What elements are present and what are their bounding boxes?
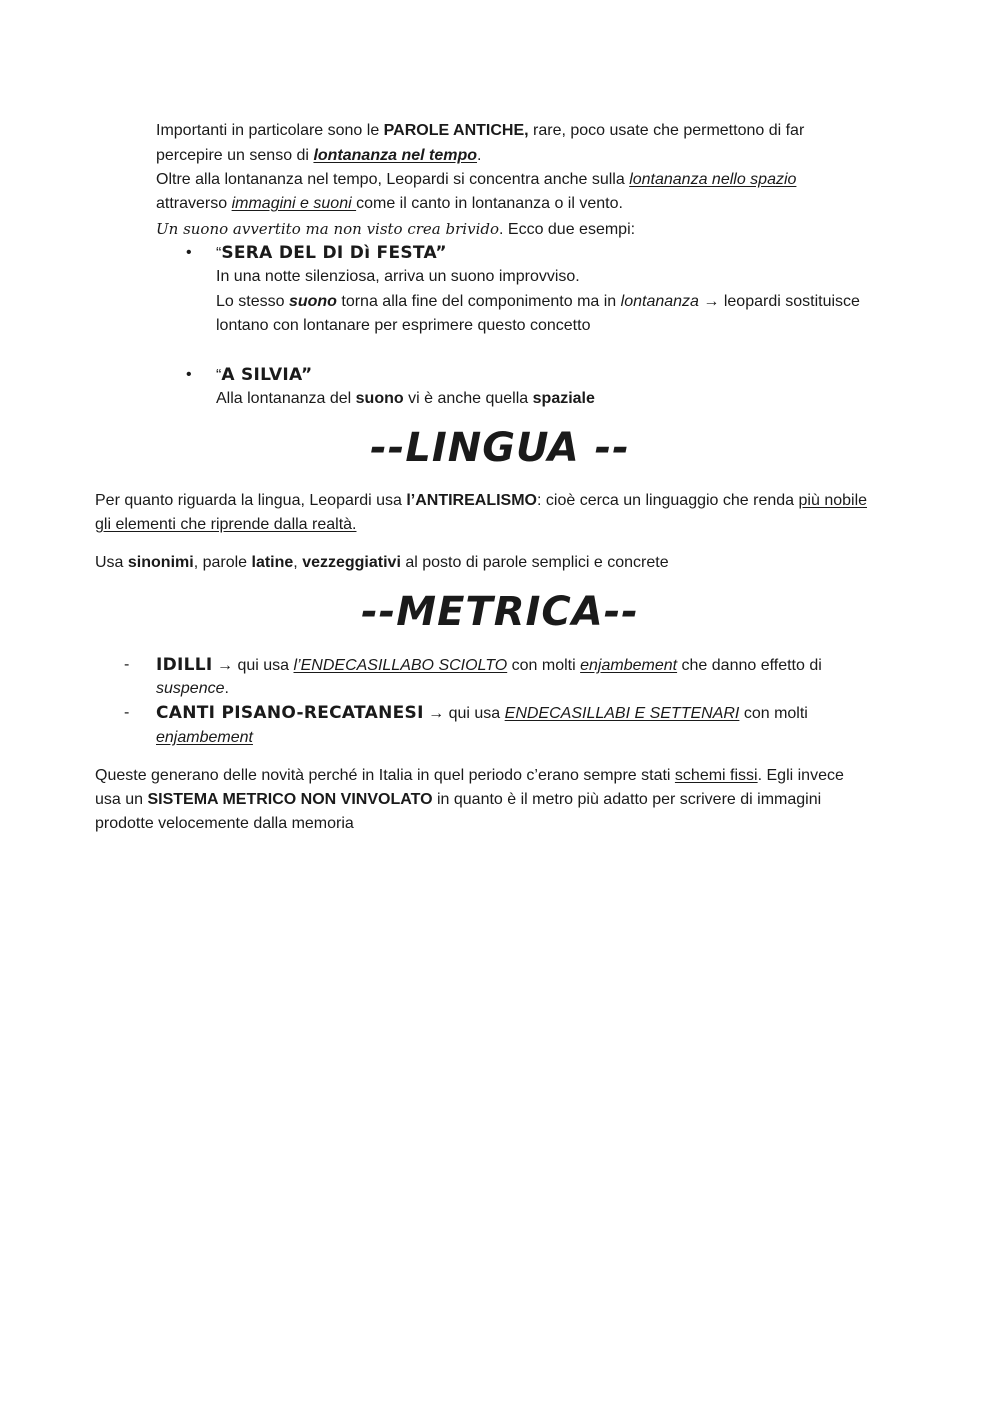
bold-run: sinonimi bbox=[127, 554, 194, 571]
quote-mark: “ bbox=[216, 367, 222, 384]
example-2-line-1 bbox=[216, 387, 595, 411]
text-run: → qui usa bbox=[423, 705, 505, 722]
text-run: torna alla fine del componimento ma in bbox=[336, 293, 621, 310]
example-title-silvia bbox=[216, 363, 312, 388]
text-run: → leopardi sostituisce bbox=[698, 293, 860, 310]
intro-line-5 bbox=[156, 217, 635, 242]
metrica-item-idilli-line-2 bbox=[156, 677, 229, 701]
text-run: Lo stesso bbox=[216, 293, 289, 310]
text-run: , bbox=[293, 554, 303, 571]
bold-run: PAROLE ANTICHE, bbox=[383, 122, 529, 139]
text-run: → qui usa bbox=[212, 657, 294, 674]
text-run: . bbox=[477, 147, 482, 164]
underline-run: schemi fissi bbox=[674, 767, 758, 784]
intro-line-2 bbox=[156, 144, 481, 168]
text-run: . Ecco due esempi: bbox=[499, 221, 636, 238]
example-heading: SERA DEL DI Dì FESTA” bbox=[221, 243, 447, 263]
text-run: attraverso bbox=[156, 195, 232, 212]
text-run: . bbox=[224, 680, 229, 697]
section-title-metrica: --METRICA-- bbox=[361, 589, 639, 635]
term-heading: CANTI PISANO-RECATANESI bbox=[156, 703, 424, 723]
text-run: in quanto è il metro più adatto per scrivere di immagini bbox=[432, 791, 822, 808]
bold-run: SISTEMA METRICO NON VINVOLATO bbox=[147, 791, 433, 808]
bullet-marker: • bbox=[186, 366, 192, 383]
bold-run: vezzeggiativi bbox=[302, 554, 401, 571]
text-run: vi è anche quella bbox=[403, 390, 533, 407]
emphasis-run: suspence bbox=[156, 680, 225, 697]
emphasis-run: ENDECASILLABI E SETTENARI bbox=[504, 705, 740, 722]
intro-line-3 bbox=[156, 168, 796, 192]
example-1-line-2 bbox=[216, 290, 860, 314]
text-run: con molti bbox=[507, 657, 581, 674]
bold-run: latine bbox=[251, 554, 294, 571]
bold-run: spaziale bbox=[532, 390, 595, 407]
text-run: Importanti in particolare sono le bbox=[156, 122, 384, 139]
bold-run: l’ANTIREALISMO bbox=[406, 492, 537, 509]
underline-run: più nobile bbox=[798, 492, 868, 509]
text-run: al posto di parole semplici e concrete bbox=[400, 554, 669, 571]
metrica-paragraph-line-3: prodotte velocemente dalla memoria bbox=[95, 815, 354, 832]
emphasis-run: immagini e suoni bbox=[231, 195, 357, 212]
lingua-paragraph-line-1 bbox=[95, 489, 867, 513]
example-1-line-1: In una notte silenziosa, arriva un suono improvviso. bbox=[216, 268, 580, 285]
metrica-paragraph-line-1 bbox=[95, 764, 844, 788]
example-1-line-3: lontano con lontanare per esprimere questo concetto bbox=[216, 317, 591, 334]
text-run: Queste generano delle novità perché in Italia in quel periodo c’erano sempre stati bbox=[95, 767, 675, 784]
example-heading: A SILVIA” bbox=[221, 365, 313, 385]
text-run: rare, poco usate che permettono di far bbox=[528, 122, 805, 139]
emphasis-run: l’ENDECASILLABO SCIOLTO bbox=[293, 657, 508, 674]
text-run: Oltre alla lontananza nel tempo, Leopardi si concentra anche sulla bbox=[156, 171, 630, 188]
quote-run: Un suono avvertito ma non visto crea brivido bbox=[156, 220, 499, 238]
metrica-item-canti bbox=[156, 701, 808, 726]
text-run: usa un bbox=[95, 791, 148, 808]
dash-marker: - bbox=[124, 704, 130, 721]
text-run: che danno effetto di bbox=[677, 657, 822, 674]
example-title-sera bbox=[216, 241, 447, 266]
text-run: con molti bbox=[739, 705, 808, 722]
emphasis-run: suono bbox=[288, 293, 337, 310]
text-run: come il canto in lontananza o il vento. bbox=[356, 195, 623, 212]
underline-run: gli elementi che riprende dalla realtà. bbox=[95, 516, 357, 533]
metrica-item-canti-line-2 bbox=[156, 726, 253, 750]
dash-marker: - bbox=[124, 656, 130, 673]
emphasis-run: enjambement bbox=[580, 657, 678, 674]
lingua-paragraph-2 bbox=[95, 551, 669, 575]
quote-mark: “ bbox=[216, 245, 222, 262]
section-title-lingua: --LINGUA -- bbox=[370, 425, 630, 471]
text-run: Alla lontananza del bbox=[216, 390, 356, 407]
text-run: Usa bbox=[95, 554, 128, 571]
emphasis-run: lontananza bbox=[620, 293, 699, 310]
term-heading: IDILLI bbox=[156, 655, 213, 675]
text-run: percepire un senso di bbox=[156, 147, 314, 164]
lingua-paragraph-line-2 bbox=[95, 513, 356, 537]
intro-line-1 bbox=[156, 119, 804, 143]
text-run: : cioè cerca un linguaggio che renda bbox=[537, 492, 799, 509]
metrica-item-idilli bbox=[156, 653, 822, 678]
emphasis-run: lontananza nel tempo bbox=[313, 147, 478, 164]
bullet-marker: • bbox=[186, 244, 192, 261]
text-run: , parole bbox=[193, 554, 252, 571]
text-run: . Egli invece bbox=[757, 767, 844, 784]
bold-run: suono bbox=[355, 390, 404, 407]
emphasis-run: lontananza nello spazio bbox=[629, 171, 797, 188]
emphasis-run: enjambement bbox=[156, 729, 253, 746]
text-run: Per quanto riguarda la lingua, Leopardi usa bbox=[95, 492, 407, 509]
metrica-paragraph-line-2 bbox=[95, 788, 821, 812]
intro-line-4 bbox=[156, 192, 623, 216]
